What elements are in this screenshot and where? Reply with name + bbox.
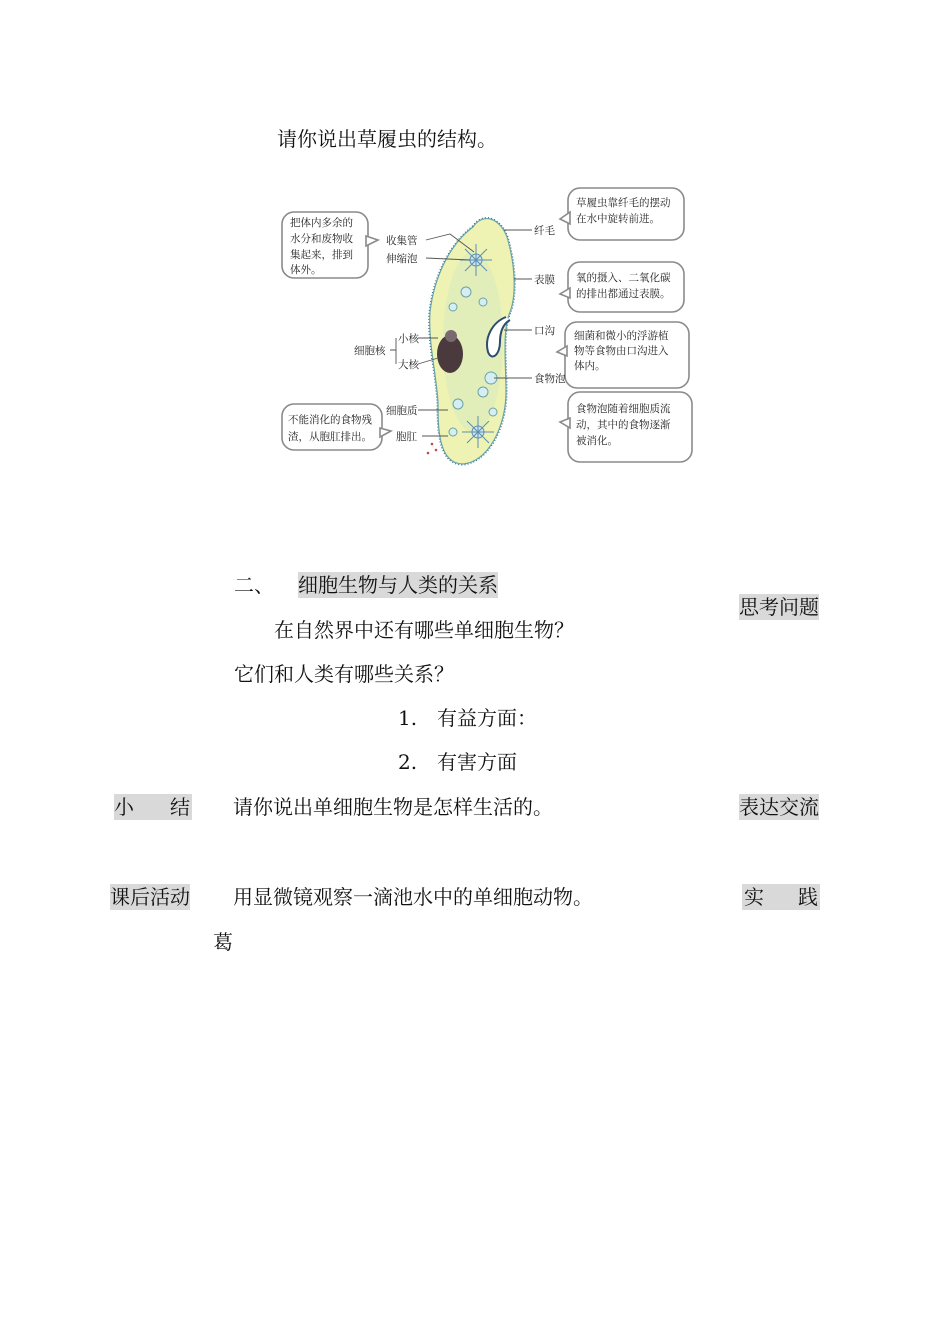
label-macronucleus: 大核 [398, 359, 419, 371]
after-class-label: 课后活动 [110, 885, 190, 909]
bubble-vacuole-line-3: 被消化。 [576, 435, 618, 447]
waste-dots [427, 443, 438, 455]
bubble-groove-line-2: 物等食物由口沟进入 [574, 345, 669, 357]
bubble-cilia-line-1: 草履虫靠纤毛的摆动 [576, 197, 671, 209]
side-note-express: 表达交流 [739, 795, 819, 819]
label-cytoplasm: 细胞质 [386, 405, 418, 417]
intro-question: 请你说出草履虫的结构。 [277, 127, 497, 151]
bubble-contractile-line-1: 把体内多余的 [290, 217, 353, 229]
bubble-membrane [568, 262, 684, 312]
bubble-contractile-line-2: 水分和废物收 [290, 233, 353, 245]
section2-title: 细胞生物与人类的关系 [298, 573, 498, 597]
bubble-groove-line-1: 细菌和微小的浮游植 [574, 330, 669, 342]
bubble-groove-line-3: 体内。 [574, 360, 606, 372]
micronucleus [445, 330, 457, 342]
label-cilia: 纤毛 [534, 225, 555, 237]
bubble-contractile-line-3: 集起来，排到 [290, 249, 353, 261]
label-micronucleus: 小核 [398, 333, 419, 345]
bubble-anus [282, 404, 382, 450]
item-2-number: 2. [398, 750, 418, 774]
bubble-vacuole-line-2: 动，其中的食物逐渐 [576, 419, 671, 431]
bubble-contractile-line-4: 体外。 [290, 264, 322, 276]
summary-label-b: 结 [170, 795, 190, 819]
practice-label-b: 践 [798, 885, 818, 909]
after-class-text: 用显微镜观察一滴池水中的单细胞动物。 [233, 885, 593, 909]
trailing-character: 葛 [213, 930, 233, 954]
item-2-text: 有害方面 [437, 750, 517, 774]
bubble-vacuole-line-1: 食物泡随着细胞质流 [576, 403, 671, 415]
bubble-anus-line-2: 渣，从胞肛排出。 [288, 431, 372, 443]
practice-label-a: 实 [744, 885, 764, 909]
label-anal-pore: 胞肛 [396, 431, 417, 443]
summary-text: 请你说出单细胞生物是怎样生活的。 [233, 795, 553, 819]
label-collect-tube: 收集管 [386, 235, 418, 247]
item-1-number: 1. [398, 706, 418, 730]
summary-label-a: 小 [114, 795, 134, 819]
bubble-membrane-line-2: 的排出都通过表膜。 [576, 288, 671, 300]
label-contractile-vacuole: 伸缩泡 [386, 253, 418, 265]
label-oral-groove: 口沟 [534, 325, 555, 337]
side-note-think: 思考问题 [739, 595, 819, 619]
question-2: 它们和人类有哪些关系？ [234, 662, 454, 686]
paramecium-diagram [278, 182, 698, 474]
bubble-anus-line-1: 不能消化的食物残 [288, 414, 372, 426]
label-membrane: 表膜 [534, 274, 555, 286]
section2-number: 二、 [234, 573, 274, 597]
item-1-text: 有益方面： [437, 706, 537, 730]
question-1: 在自然界中还有哪些单细胞生物？ [274, 618, 574, 642]
label-nucleus: 细胞核 [354, 345, 386, 357]
bubble-cilia-line-2: 在水中旋转前进。 [576, 213, 660, 225]
bubble-membrane-line-1: 氧的摄入、二氧化碳 [576, 272, 671, 284]
label-food-vacuole: 食物泡 [534, 373, 566, 385]
